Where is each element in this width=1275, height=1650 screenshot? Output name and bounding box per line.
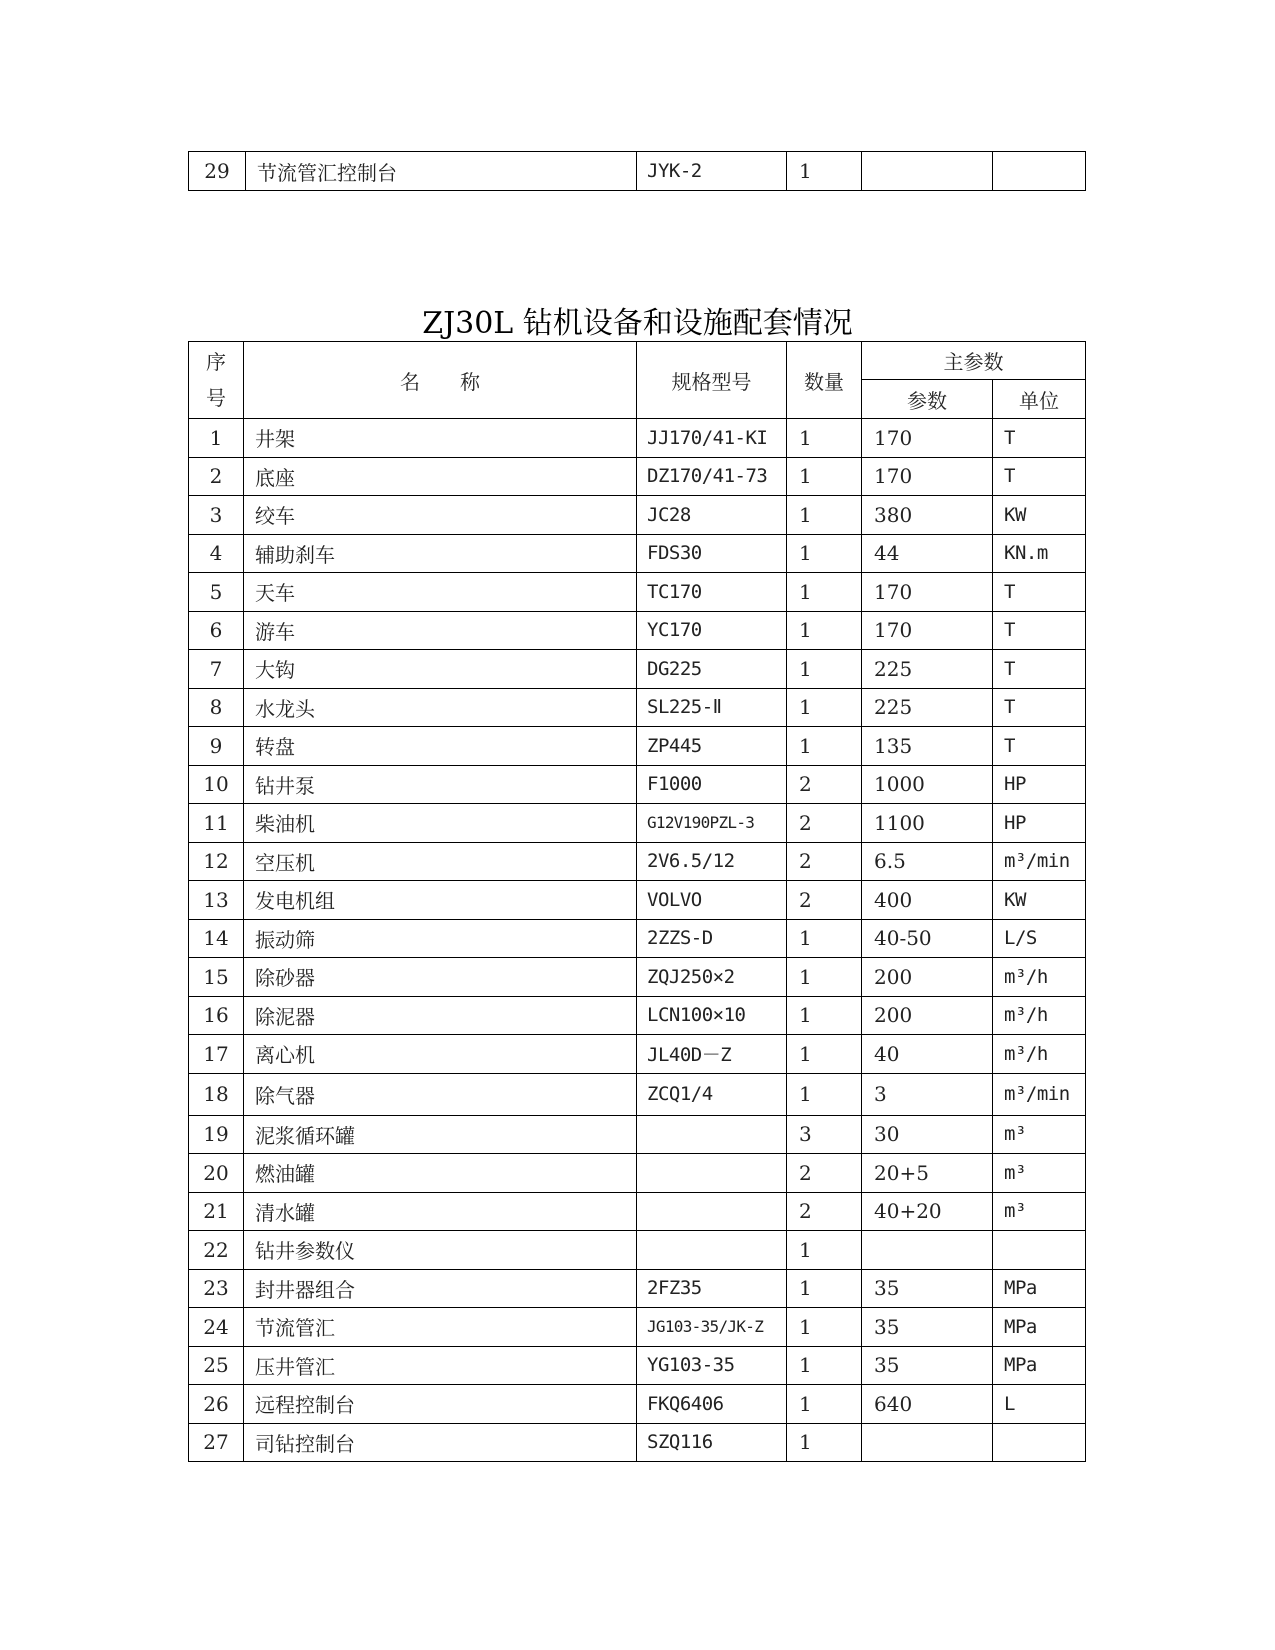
cell-seq: 25 — [189, 1346, 244, 1385]
cell-unit: MPa — [993, 1269, 1086, 1308]
cell-unit: L/S — [993, 919, 1086, 958]
table-row — [189, 804, 1086, 843]
table-row — [189, 152, 1086, 191]
cell-unit: MPa — [993, 1346, 1086, 1385]
cell-model: ZQJ250×2 — [637, 958, 787, 997]
cell-param: 6.5 — [862, 842, 993, 881]
cell-model: JG103-35/JK-Z — [637, 1308, 787, 1347]
cell-model — [637, 1192, 787, 1231]
cell-param: 1100 — [862, 804, 993, 843]
cell-model: JC28 — [637, 496, 787, 535]
cell-name: 远程控制台 — [244, 1385, 637, 1424]
cell-seq: 7 — [189, 650, 244, 689]
header-main-params: 主参数 — [862, 342, 1086, 380]
cell-unit: KN.m — [993, 534, 1086, 573]
cell-qty: 1 — [787, 1346, 862, 1385]
cell-unit: T — [993, 611, 1086, 650]
cell-unit: m³/h — [993, 958, 1086, 997]
cell-name: 离心机 — [244, 1035, 637, 1074]
cell-model: YG103-35 — [637, 1346, 787, 1385]
cell-unit: T — [993, 650, 1086, 689]
cell-model: TC170 — [637, 573, 787, 612]
cell-qty: 1 — [787, 650, 862, 689]
table-row — [189, 1035, 1086, 1074]
cell-param: 40 — [862, 1035, 993, 1074]
cell-model: FKQ6406 — [637, 1385, 787, 1424]
cell-unit: m³/min — [993, 842, 1086, 881]
cell-name: 除砂器 — [244, 958, 637, 997]
cell-qty: 1 — [787, 1423, 862, 1462]
cell-model — [637, 1154, 787, 1193]
cell-qty: 1 — [787, 534, 862, 573]
cell-name: 燃油罐 — [244, 1154, 637, 1193]
cell-name: 辅助刹车 — [244, 534, 637, 573]
cell-seq: 11 — [189, 804, 244, 843]
cell-name: 发电机组 — [244, 881, 637, 920]
cell-qty: 1 — [787, 1035, 862, 1074]
cell-seq: 24 — [189, 1308, 244, 1347]
cell-unit: m³ — [993, 1192, 1086, 1231]
cell-param: 200 — [862, 996, 993, 1035]
cell-name: 司钻控制台 — [244, 1423, 637, 1462]
cell-name: 井架 — [244, 419, 637, 458]
cell-qty: 2 — [787, 804, 862, 843]
cell-qty: 1 — [787, 688, 862, 727]
cell-qty: 2 — [787, 842, 862, 881]
table-row — [189, 1308, 1086, 1347]
cell-param — [862, 152, 993, 191]
cell-name: 水龙头 — [244, 688, 637, 727]
cell-model: 2V6.5/12 — [637, 842, 787, 881]
cell-qty: 1 — [787, 611, 862, 650]
header-seq-line2: 号 — [206, 386, 226, 410]
cell-unit — [993, 152, 1086, 191]
cell-qty: 1 — [787, 1269, 862, 1308]
cell-seq: 17 — [189, 1035, 244, 1074]
cell-param: 225 — [862, 650, 993, 689]
cell-name: 泥浆循环罐 — [244, 1115, 637, 1154]
cell-name: 天车 — [244, 573, 637, 612]
cell-seq: 20 — [189, 1154, 244, 1193]
cell-qty: 1 — [787, 419, 862, 458]
cell-param: 30 — [862, 1115, 993, 1154]
cell-model: 2ZZS-D — [637, 919, 787, 958]
table-row — [189, 496, 1086, 535]
header-param: 参数 — [862, 380, 993, 419]
cell-seq: 1 — [189, 419, 244, 458]
cell-seq: 16 — [189, 996, 244, 1035]
table-row — [189, 958, 1086, 997]
table-row — [189, 1192, 1086, 1231]
cell-unit: HP — [993, 765, 1086, 804]
cell-unit: T — [993, 419, 1086, 458]
table-row — [189, 765, 1086, 804]
cell-unit: m³ — [993, 1115, 1086, 1154]
cell-model: JJ170/41-KI — [637, 419, 787, 458]
cell-seq: 5 — [189, 573, 244, 612]
cell-unit: m³ — [993, 1154, 1086, 1193]
cell-param: 35 — [862, 1308, 993, 1347]
header-unit: 单位 — [993, 380, 1086, 419]
cell-name: 节流管汇控制台 — [246, 152, 637, 191]
cell-model: ZCQ1/4 — [637, 1073, 787, 1115]
cell-qty: 1 — [787, 573, 862, 612]
table-row — [189, 1073, 1086, 1115]
table-row — [189, 881, 1086, 920]
cell-name: 除泥器 — [244, 996, 637, 1035]
cell-name: 封井器组合 — [244, 1269, 637, 1308]
cell-unit — [993, 1423, 1086, 1462]
cell-param: 40+20 — [862, 1192, 993, 1231]
cell-unit: KW — [993, 496, 1086, 535]
cell-name: 柴油机 — [244, 804, 637, 843]
cell-param: 170 — [862, 457, 993, 496]
cell-seq: 6 — [189, 611, 244, 650]
cell-name: 除气器 — [244, 1073, 637, 1115]
cell-model: JL40D－Z — [637, 1035, 787, 1074]
cell-model: ZP445 — [637, 727, 787, 766]
cell-name: 游车 — [244, 611, 637, 650]
cell-unit — [993, 1231, 1086, 1270]
cell-unit: MPa — [993, 1308, 1086, 1347]
cell-param: 44 — [862, 534, 993, 573]
cell-model: SL225-Ⅱ — [637, 688, 787, 727]
cell-qty: 1 — [787, 496, 862, 535]
cell-qty: 1 — [787, 1231, 862, 1270]
cell-param: 3 — [862, 1073, 993, 1115]
cell-seq: 21 — [189, 1192, 244, 1231]
cell-param: 1000 — [862, 765, 993, 804]
cell-seq: 10 — [189, 765, 244, 804]
cell-name: 绞车 — [244, 496, 637, 535]
cell-name: 底座 — [244, 457, 637, 496]
cell-qty: 2 — [787, 1192, 862, 1231]
table-row — [189, 996, 1086, 1035]
cell-model: SZQ116 — [637, 1423, 787, 1462]
cell-unit: m³/min — [993, 1073, 1086, 1115]
cell-model: 2FZ35 — [637, 1269, 787, 1308]
cell-seq: 9 — [189, 727, 244, 766]
cell-model — [637, 1115, 787, 1154]
cell-param: 35 — [862, 1269, 993, 1308]
header-qty: 数量 — [787, 342, 862, 419]
cell-unit: T — [993, 457, 1086, 496]
cell-seq: 14 — [189, 919, 244, 958]
cell-param: 380 — [862, 496, 993, 535]
cell-model: G12V190PZL-3 — [637, 804, 787, 843]
cell-unit: KW — [993, 881, 1086, 920]
cell-qty: 1 — [787, 1308, 862, 1347]
cell-seq: 23 — [189, 1269, 244, 1308]
cell-param: 225 — [862, 688, 993, 727]
cell-model: JYK-2 — [637, 152, 787, 191]
table-row — [189, 611, 1086, 650]
cell-name: 清水罐 — [244, 1192, 637, 1231]
cell-seq: 27 — [189, 1423, 244, 1462]
header-row-top — [189, 342, 1086, 380]
table-row — [189, 1269, 1086, 1308]
cell-qty: 2 — [787, 1154, 862, 1193]
previous-page-table — [188, 151, 1086, 191]
cell-seq: 13 — [189, 881, 244, 920]
header-name: 名 称 — [244, 342, 637, 419]
cell-qty: 1 — [787, 919, 862, 958]
cell-name: 钻井参数仪 — [244, 1231, 637, 1270]
cell-name: 转盘 — [244, 727, 637, 766]
cell-unit: L — [993, 1385, 1086, 1424]
cell-qty: 1 — [787, 1385, 862, 1424]
table-row — [189, 650, 1086, 689]
cell-param — [862, 1423, 993, 1462]
cell-seq: 18 — [189, 1073, 244, 1115]
table-row — [189, 919, 1086, 958]
table-row — [189, 457, 1086, 496]
cell-name: 大钩 — [244, 650, 637, 689]
cell-param: 640 — [862, 1385, 993, 1424]
cell-param: 200 — [862, 958, 993, 997]
cell-seq: 2 — [189, 457, 244, 496]
cell-model: F1000 — [637, 765, 787, 804]
cell-seq: 15 — [189, 958, 244, 997]
cell-unit: T — [993, 688, 1086, 727]
cell-param: 35 — [862, 1346, 993, 1385]
cell-param — [862, 1231, 993, 1270]
cell-qty: 1 — [787, 1073, 862, 1115]
table-row — [189, 688, 1086, 727]
cell-qty: 1 — [787, 958, 862, 997]
table-row — [189, 1154, 1086, 1193]
cell-unit: m³/h — [993, 1035, 1086, 1074]
cell-param: 170 — [862, 419, 993, 458]
cell-model: FDS30 — [637, 534, 787, 573]
table-row — [189, 1346, 1086, 1385]
cell-name: 节流管汇 — [244, 1308, 637, 1347]
cell-param: 20+5 — [862, 1154, 993, 1193]
cell-qty: 1 — [787, 996, 862, 1035]
cell-param: 135 — [862, 727, 993, 766]
table-row — [189, 1231, 1086, 1270]
cell-seq: 8 — [189, 688, 244, 727]
cell-param: 170 — [862, 573, 993, 612]
cell-seq: 22 — [189, 1231, 244, 1270]
table-row — [189, 842, 1086, 881]
table-row — [189, 573, 1086, 612]
cell-param: 400 — [862, 881, 993, 920]
cell-qty: 2 — [787, 881, 862, 920]
cell-unit: m³/h — [993, 996, 1086, 1035]
cell-param: 170 — [862, 611, 993, 650]
cell-seq: 4 — [189, 534, 244, 573]
header-seq — [189, 342, 244, 419]
cell-seq: 29 — [189, 152, 246, 191]
table-row — [189, 727, 1086, 766]
cell-model: DZ170/41-73 — [637, 457, 787, 496]
cell-name: 空压机 — [244, 842, 637, 881]
cell-seq: 19 — [189, 1115, 244, 1154]
cell-qty: 1 — [787, 457, 862, 496]
cell-name: 钻井泵 — [244, 765, 637, 804]
header-model: 规格型号 — [637, 342, 787, 419]
cell-qty: 3 — [787, 1115, 862, 1154]
table-row — [189, 1385, 1086, 1424]
header-seq-line1: 序 — [206, 350, 226, 374]
page-title: ZJ30L 钻机设备和设施配套情况 — [422, 306, 853, 341]
cell-qty: 2 — [787, 765, 862, 804]
cell-unit: HP — [993, 804, 1086, 843]
cell-param: 40-50 — [862, 919, 993, 958]
cell-unit: T — [993, 573, 1086, 612]
cell-seq: 26 — [189, 1385, 244, 1424]
table-row — [189, 1423, 1086, 1462]
table-row — [189, 419, 1086, 458]
cell-name: 振动筛 — [244, 919, 637, 958]
cell-unit: T — [993, 727, 1086, 766]
cell-seq: 3 — [189, 496, 244, 535]
equipment-table — [188, 341, 1086, 1462]
cell-model: DG225 — [637, 650, 787, 689]
cell-seq: 12 — [189, 842, 244, 881]
table-row — [189, 1115, 1086, 1154]
cell-model: LCN100×10 — [637, 996, 787, 1035]
cell-qty: 1 — [787, 152, 862, 191]
cell-qty: 1 — [787, 727, 862, 766]
table-row — [189, 534, 1086, 573]
cell-model: VOLVO — [637, 881, 787, 920]
cell-model: YC170 — [637, 611, 787, 650]
cell-model — [637, 1231, 787, 1270]
cell-name: 压井管汇 — [244, 1346, 637, 1385]
